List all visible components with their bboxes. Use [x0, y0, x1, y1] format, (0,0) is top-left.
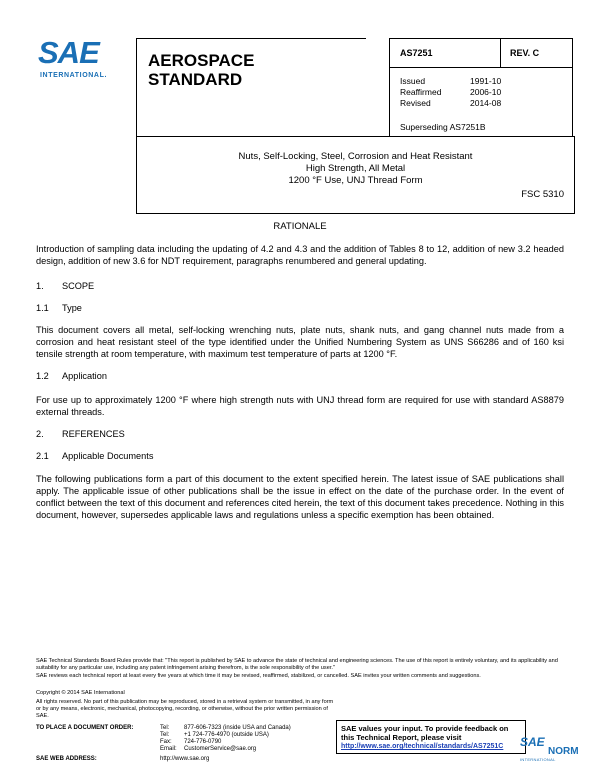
- order-tel-1: 877-606-7323 (inside USA and Canada): [184, 725, 291, 731]
- subject-line-3: 1200 °F Use, UNJ Thread Form: [288, 175, 423, 186]
- superseding-note: Superseding AS7251B: [400, 122, 486, 132]
- order-email[interactable]: CustomerService@sae.org: [184, 746, 257, 752]
- section-2-heading: 2. REFERENCES: [36, 429, 125, 439]
- subject-line-2: High Strength, All Metal: [305, 163, 406, 174]
- document-type-box: [136, 38, 366, 148]
- section-2-1-heading: 2.1 Applicable Documents: [36, 451, 154, 461]
- logo-brand: SAE: [38, 35, 99, 70]
- subject-box: [136, 136, 575, 214]
- order-tel-2: +1 724-776-4970 (outside USA): [184, 732, 269, 738]
- web-address: SAE WEB ADDRESS: http://www.sae.org: [36, 756, 210, 762]
- section-1-heading: 1. SCOPE: [36, 281, 95, 291]
- document-number: AS7251: [400, 48, 433, 58]
- subject-line-1: Nuts, Self-Locking, Steel, Corrosion and Heat Resistant: [238, 151, 473, 162]
- date-row-issued: Issued 1991-10: [400, 76, 502, 86]
- web-address-link[interactable]: http://www.sae.org: [160, 756, 210, 762]
- footer-rules-note: SAE Technical Standards Board Rules provide that: "This report is published by SAE to advance the state of technical and engineering sciences. The use of this report is entirely voluntary, and its applicability and suitability for any particular use, including any patent infringement arising therefrom, is the sole responsibility of the user.": [36, 658, 558, 671]
- document-number-box: [389, 38, 501, 68]
- rationale-heading: RATIONALE: [273, 221, 327, 232]
- date-row-reaffirmed: Reaffirmed 2006-10: [400, 87, 502, 97]
- date-row-revised: Revised 2014-08: [400, 98, 502, 108]
- sae-logo: [38, 36, 122, 82]
- section-1-2-text: For use up to approximately 1200 °F where high strength nuts with UNJ thread form are required for use with standard AS8879 external threads.: [36, 395, 564, 417]
- feedback-text: SAE values your input. To provide feedback on this Technical Report, please visit: [341, 724, 509, 742]
- footer-review-note: SAE reviews each technical report at least every five years at which time it may be revised, reaffirmed, stabilized, or cancelled. SAE invites your written comments and suggestions.: [36, 673, 481, 679]
- logo-subtitle: INTERNATIONAL.: [40, 72, 107, 79]
- footer-copyright: Copyright © 2014 SAE International: [36, 690, 125, 696]
- order-fax: 724-776-0790: [184, 739, 222, 745]
- document-type: [148, 51, 254, 89]
- fsc-code: FSC 5310: [521, 189, 564, 200]
- feedback-box: [336, 720, 526, 754]
- section-1-1-heading: 1.1 Type: [36, 303, 82, 313]
- footer-rights: All rights reserved. No part of this publication may be reproduced, stored in a retrieval system or transmitted, in any form or by any means, electronic, mechanical, photocopying, recording, or otherwise, without the prior written permission of SAE.: [36, 699, 334, 719]
- revision-box: [501, 38, 573, 68]
- title-line-1: AEROSPACE: [148, 51, 255, 70]
- revision-label: REV. C: [510, 48, 540, 58]
- section-1-2-heading: 1.2 Application: [36, 371, 107, 381]
- order-label: TO PLACE A DOCUMENT ORDER:: [36, 725, 134, 731]
- title-line-2: STANDARD: [148, 70, 243, 89]
- section-1-1-text: This document covers all metal, self-locking wrenching nuts, plate nuts, shank nuts, and gang channel nuts made from a corrosion and heat resistant steel of the type identified under the Unified Numbering System as UNS S66286 and of 160 ksi tensile strength at room temperature, with maximum test temperature of parts at 1200 °F.: [36, 325, 564, 359]
- sae-norm-logo: SAE NORM INTERNATIONAL: [520, 735, 579, 762]
- rationale-text: Introduction of sampling data including the updating of 4.2 and 4.3 and the addition of Tables 8 to 12, addition of new 3.2 headed design, addition of new 3.6 for NDT requirement, paragraphs renumbered and general updating.: [36, 244, 564, 266]
- section-2-1-text: The following publications form a part of this document to the extent specified herein. The latest issue of SAE publications shall apply. The applicable issue of other publications shall be the issue in effect on the date of the purchase order. In the event of conflict between the text of this document and references cited herein, the text of this document takes precedence. Nothing in this document, however, supersedes applicable laws and regulations unless a specific exemption has been obtained.: [36, 474, 564, 520]
- feedback-link[interactable]: http://www.sae.org/technical/standards/AS7251C: [341, 743, 504, 750]
